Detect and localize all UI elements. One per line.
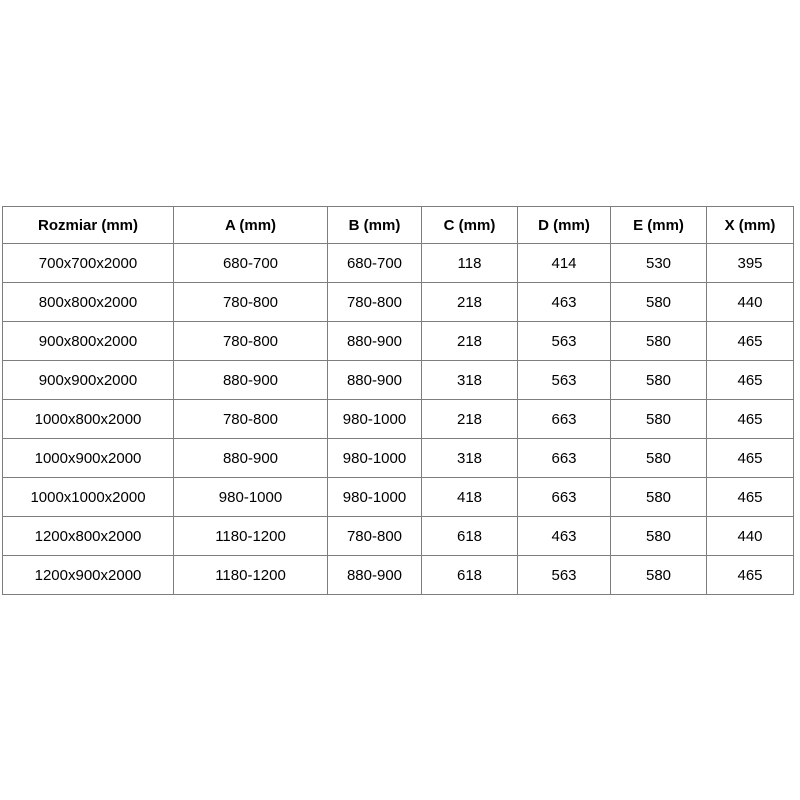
table-cell: 900x900x2000	[3, 361, 174, 400]
table-row	[3, 244, 794, 283]
table-cell: 663	[518, 439, 611, 478]
table-cell: 1200x900x2000	[3, 556, 174, 595]
table-cell: 118	[422, 244, 518, 283]
table-cell: 563	[518, 361, 611, 400]
table-cell: 680-700	[328, 244, 422, 283]
table-cell: 418	[422, 478, 518, 517]
table-cell: 663	[518, 478, 611, 517]
table-cell: 465	[707, 556, 794, 595]
table-cell: 580	[611, 361, 707, 400]
table-cell: 580	[611, 478, 707, 517]
table-cell: 900x800x2000	[3, 322, 174, 361]
column-header-c: C (mm)	[422, 207, 518, 244]
table-cell: 563	[518, 322, 611, 361]
table-cell: 663	[518, 400, 611, 439]
column-header-d: D (mm)	[518, 207, 611, 244]
table-cell: 780-800	[174, 400, 328, 439]
table-cell: 800x800x2000	[3, 283, 174, 322]
table-row	[3, 322, 794, 361]
table-cell: 580	[611, 439, 707, 478]
table-row	[3, 439, 794, 478]
table-row	[3, 517, 794, 556]
table-header-row	[3, 207, 794, 244]
table-cell: 880-900	[328, 556, 422, 595]
table-cell: 465	[707, 439, 794, 478]
table-cell: 580	[611, 517, 707, 556]
table-cell: 580	[611, 400, 707, 439]
table-cell: 465	[707, 322, 794, 361]
table-cell: 218	[422, 322, 518, 361]
table-cell: 1200x800x2000	[3, 517, 174, 556]
table-cell: 780-800	[328, 283, 422, 322]
column-header-e: E (mm)	[611, 207, 707, 244]
table-cell: 530	[611, 244, 707, 283]
table-row	[3, 556, 794, 595]
size-specification-table	[2, 206, 794, 595]
table-row	[3, 400, 794, 439]
table-cell: 980-1000	[328, 478, 422, 517]
table-cell: 680-700	[174, 244, 328, 283]
table-cell: 395	[707, 244, 794, 283]
table-row	[3, 361, 794, 400]
table-cell: 465	[707, 478, 794, 517]
table-cell: 1180-1200	[174, 517, 328, 556]
column-header-b: B (mm)	[328, 207, 422, 244]
table-cell: 414	[518, 244, 611, 283]
table-cell: 880-900	[328, 361, 422, 400]
column-header-x: X (mm)	[707, 207, 794, 244]
table-cell: 780-800	[328, 517, 422, 556]
table-cell: 580	[611, 283, 707, 322]
table-cell: 318	[422, 361, 518, 400]
table-cell: 1000x1000x2000	[3, 478, 174, 517]
table-body	[3, 244, 794, 595]
table-cell: 880-900	[174, 361, 328, 400]
table-row	[3, 478, 794, 517]
table-cell: 218	[422, 283, 518, 322]
table-cell: 318	[422, 439, 518, 478]
table-cell: 1000x900x2000	[3, 439, 174, 478]
table-cell: 880-900	[328, 322, 422, 361]
table-cell: 980-1000	[174, 478, 328, 517]
table-cell: 440	[707, 517, 794, 556]
table-cell: 1000x800x2000	[3, 400, 174, 439]
table-cell: 780-800	[174, 283, 328, 322]
table-cell: 580	[611, 556, 707, 595]
column-header-rozmiar: Rozmiar (mm)	[3, 207, 174, 244]
table-cell: 618	[422, 556, 518, 595]
table-cell: 618	[422, 517, 518, 556]
column-header-a: A (mm)	[174, 207, 328, 244]
table-cell: 980-1000	[328, 439, 422, 478]
table-cell: 563	[518, 556, 611, 595]
table-cell: 980-1000	[328, 400, 422, 439]
table-cell: 218	[422, 400, 518, 439]
table-cell: 465	[707, 361, 794, 400]
table-cell: 780-800	[174, 322, 328, 361]
table-cell: 465	[707, 400, 794, 439]
table-cell: 700x700x2000	[3, 244, 174, 283]
table-cell: 463	[518, 283, 611, 322]
table-cell: 463	[518, 517, 611, 556]
table-cell: 440	[707, 283, 794, 322]
table-cell: 580	[611, 322, 707, 361]
table-cell: 1180-1200	[174, 556, 328, 595]
table-row	[3, 283, 794, 322]
table-cell: 880-900	[174, 439, 328, 478]
